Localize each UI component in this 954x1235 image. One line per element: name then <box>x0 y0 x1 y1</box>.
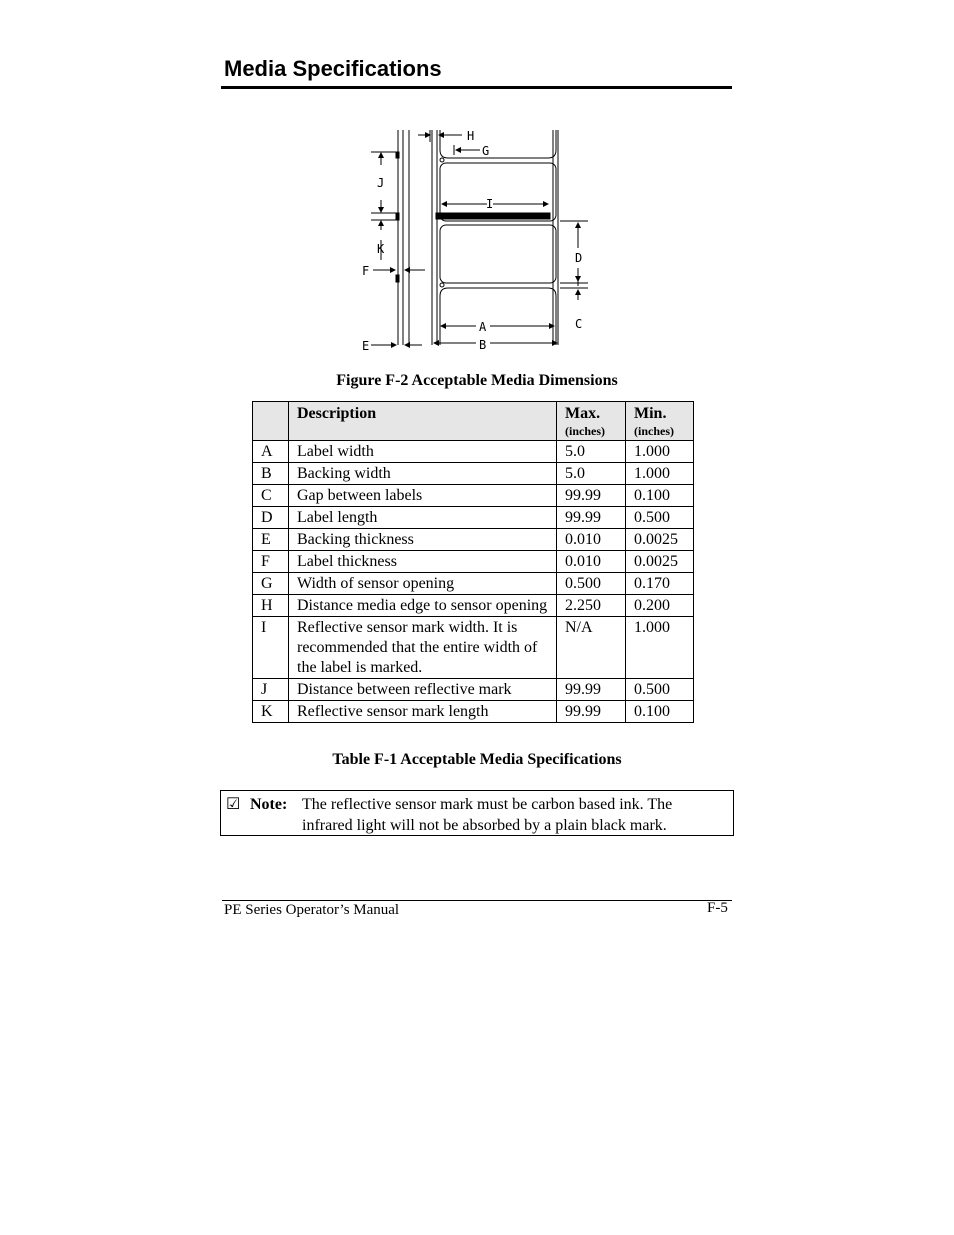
dim-label-d: D <box>575 251 583 265</box>
row-min: 0.500 <box>626 507 694 529</box>
row-description: Reflective sensor mark length <box>289 701 557 723</box>
row-description: Distance between reflective mark <box>289 679 557 701</box>
table-header-row <box>253 402 694 441</box>
table-row <box>253 463 694 485</box>
dim-label-a: A <box>479 320 487 334</box>
table-row <box>253 595 694 617</box>
table-row <box>253 573 694 595</box>
row-max: 99.99 <box>557 507 626 529</box>
row-code: E <box>253 529 289 551</box>
row-max: 2.250 <box>557 595 626 617</box>
dim-label-k: K <box>377 242 385 256</box>
row-code: D <box>253 507 289 529</box>
header-max-label: Max. <box>565 405 601 422</box>
row-min: 0.500 <box>626 679 694 701</box>
row-max: 5.0 <box>557 441 626 463</box>
page-heading: Media Specifications <box>224 56 442 81</box>
row-min: 0.0025 <box>626 529 694 551</box>
row-min: 1.000 <box>626 441 694 463</box>
row-max: 0.500 <box>557 573 626 595</box>
row-max: 5.0 <box>557 463 626 485</box>
row-description: Backing thickness <box>289 529 557 551</box>
row-description: Width of sensor opening <box>289 573 557 595</box>
row-description: Label width <box>289 441 557 463</box>
table-row <box>253 617 694 679</box>
row-max: 0.010 <box>557 551 626 573</box>
row-description: Label thickness <box>289 551 557 573</box>
table-row <box>253 551 694 573</box>
table-row <box>253 485 694 507</box>
note-text: The reflective sensor mark must be carbon based ink. The infrared light will not be absorbed by a plain black mark. <box>302 796 673 834</box>
dim-label-f: F <box>362 264 370 278</box>
row-code: K <box>253 701 289 723</box>
heading-rule <box>221 86 732 89</box>
table-row <box>253 529 694 551</box>
row-description: Reflective sensor mark width. It is recommended that the entire width of the label is marked. <box>289 617 557 679</box>
header-min-unit: (inches) <box>634 424 674 438</box>
header-max-unit: (inches) <box>565 424 605 438</box>
header-description: Description <box>289 402 557 441</box>
row-min: 0.100 <box>626 701 694 723</box>
note-box <box>220 790 734 836</box>
header-min-label: Min. <box>634 405 667 422</box>
row-min: 0.100 <box>626 485 694 507</box>
footer-manual-title: PE Series Operator’s Manual <box>224 902 400 918</box>
header-max <box>557 402 626 441</box>
dim-label-h: H <box>467 129 475 143</box>
row-max: 99.99 <box>557 679 626 701</box>
dim-label-c: C <box>575 317 583 331</box>
dim-label-e: E <box>362 339 370 353</box>
checkbox-icon: ☑ <box>226 796 241 813</box>
row-code: G <box>253 573 289 595</box>
row-max: N/A <box>557 617 626 679</box>
header-code <box>253 402 289 441</box>
table-row <box>253 679 694 701</box>
row-description: Backing width <box>289 463 557 485</box>
media-spec-table <box>252 401 694 723</box>
header-min <box>626 402 694 441</box>
row-description: Label length <box>289 507 557 529</box>
table-row <box>253 441 694 463</box>
figure-caption: Figure F-2 Acceptable Media Dimensions <box>336 372 618 389</box>
row-max: 0.010 <box>557 529 626 551</box>
row-code: B <box>253 463 289 485</box>
row-description: Gap between labels <box>289 485 557 507</box>
footer-page-number: F-5 <box>707 900 728 916</box>
row-code: F <box>253 551 289 573</box>
table-row <box>253 701 694 723</box>
row-code: C <box>253 485 289 507</box>
media-dimensions-figure <box>355 124 595 356</box>
table-caption: Table F-1 Acceptable Media Specifications <box>332 751 622 768</box>
row-code: J <box>253 679 289 701</box>
row-min: 0.0025 <box>626 551 694 573</box>
dim-label-b: B <box>479 338 487 352</box>
row-code: A <box>253 441 289 463</box>
footer-rule <box>222 900 732 901</box>
table-row <box>253 507 694 529</box>
dim-label-g: G <box>482 144 490 158</box>
row-max: 99.99 <box>557 485 626 507</box>
row-description: Distance media edge to sensor opening <box>289 595 557 617</box>
row-code: I <box>253 617 289 679</box>
row-min: 0.170 <box>626 573 694 595</box>
row-min: 0.200 <box>626 595 694 617</box>
row-code: H <box>253 595 289 617</box>
dim-label-j: J <box>377 176 385 190</box>
row-min: 1.000 <box>626 617 694 679</box>
row-min: 1.000 <box>626 463 694 485</box>
note-label: Note: <box>250 796 288 813</box>
dim-label-i: I <box>486 197 494 211</box>
row-max: 99.99 <box>557 701 626 723</box>
